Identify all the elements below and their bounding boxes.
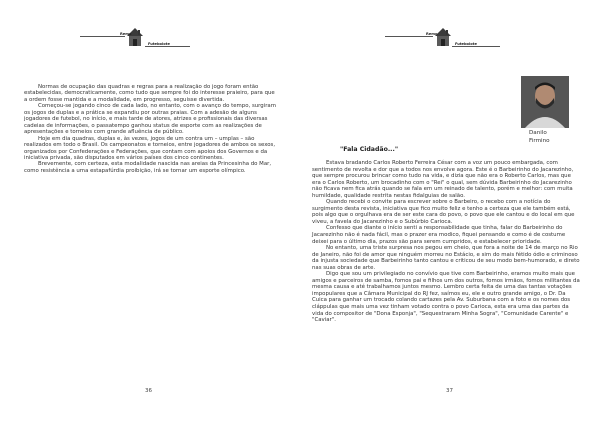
header-rule <box>452 46 500 47</box>
article-title: "Fala Cidadão..." <box>340 146 399 153</box>
left-page-header <box>80 24 190 54</box>
house-logo-icon <box>433 26 453 48</box>
header-label-right: Futebolote <box>455 42 477 46</box>
author-photo <box>521 76 569 128</box>
right-page-header <box>385 24 500 54</box>
photo-caption <box>529 130 550 145</box>
caption-first-name: Danilo <box>529 130 547 136</box>
paragraph: No entanto, uma triste surpresa nos pegou em cheio, que fora a noite de 14 de março no Rio de Janeiro, não foi de amor que ninguém morreu no Estácio, e sim do mais fétido ódio e criminoso da injusta sociedade que Barbeirinho tanto cantou e criticou de seu modo bem-humorado, e direto nas suas obras de arte. <box>312 245 580 271</box>
right-page-body <box>312 160 580 324</box>
paragraph: Quando recebi o convite para escrever sobre o Barbeiro, o recebo com a notícia do surgimento desta revista, iniciativa que fico muito feliz e tenho a certeza que ele também está, pois algo que o orgulhava era de ser este cara do povo, o povo que ele cantou e do local em que viveu, a favela do Jacarezinho e o Subúrbio Carioca. <box>312 199 575 225</box>
paragraph: Começou-se jogando cinco de cada lado, no entanto, com o avanço do tempo, surgiram os jogos de duplas e a prática se expandiu por outras praias. Com a adesão de alguns jogadores de futebol, no início, e mais tarde de atores, atrizes e profissionais das diversas cadeias de informações, o passatempo ganhou status de esporte com as realizações de apresentações e torneios com grande afluência de público. <box>24 103 276 136</box>
header-rule <box>145 46 190 47</box>
left-page-body <box>24 84 279 174</box>
header-label-left: Remo <box>120 32 132 36</box>
page-number: 37 <box>446 388 453 394</box>
house-logo-icon <box>125 26 145 48</box>
paragraph: Confesso que diante o início senti a responsabilidade que tinha, falar do Barbeirinho do Jacarezinho não é nada fácil, mas o prazer era modico, fiquei pensando e como é de costume deixei para o último dia, prazos são para serem cumpridos, e estabelecer prioridade. <box>312 225 566 245</box>
page-number: 36 <box>145 388 152 394</box>
right-page <box>300 0 600 424</box>
paragraph: Brevemente, com certeza, esta modalidade nascida nas areias da Princesinha do Mar, como resistência a uma estapafúrdia proibição, irá se tornar um esporte olímpico. <box>24 161 272 174</box>
paragraph: Hoje em dia quadras, duplas e, às vezes, jogos de um contra um – umplas – são realizados em todo o Brasil. Os campeonatos e torneios, entre jogadores de ambos os sexos, organizados por Confederações e Federações, que contam com apoios dos Governos e da iniciativa privada, são disputados em vários países dos cinco continentes. <box>24 135 276 161</box>
header-rule <box>385 36 433 37</box>
header-label-right: Futebolote <box>148 42 170 46</box>
paragraph: Normas de ocupação das quadras e regras para a realização do jogo foram então estabelecidas, democraticamente, como tudo que sempre foi do interesse praieiro, para que a ordem fosse mantida e a modalidade, em progresso, seguisse divertida. <box>24 84 275 103</box>
paragraph: Estava bradando Carlos Roberto Ferreira César com a voz um pouco embargada, com sentimento de revolta e dor que a todos nos envolve agora. Este é o Barbeirinho do Jacarezinho, que sempre procurou brincar como tudo na vida, e dizia que não era o Roberto Carlos, mas que era o Carlos Roberto, um brocadinho com o "Rei" o qual, sem dúvida Barbeirinho do Jacarezinho não ficava nem fica atrás quando se fala em um reinado de talento, porém e melhor: com muita humildade, qualidade restrita nestas fidalguias de salão. <box>312 160 574 199</box>
portrait-icon <box>521 76 569 128</box>
header-rule <box>80 36 125 37</box>
paragraph: Digo que sou um privilegiado no convívio que tive com Barbeirinho, eramos muito mais que amigos e parceiros de samba, fomos pai e filhos um dos outros, fomos irmãos, fomos militantes da mesma causa e até trabalhamos juntos mesmo. Lembro certa feita de uma das tantas votações impopulares que a Câmara Municipal do RJ fez, saímos eu, ele e outro grande amigo, o Dr. Da Cuica para ganhar um trocado colando cartazes pela Av. Suburbana com a foto e os nomes dos cláppulas que mais uma vez tinham votado contra o povo Carioca, esta era uma das partes da vida do compositor de "Dona Esponja", "Sequestraram Minha Sogra", "Comunidade Carente" e "Caviar". <box>312 271 580 324</box>
header-label-left: Remo <box>426 32 438 36</box>
caption-last-name: Firmino <box>529 137 550 144</box>
